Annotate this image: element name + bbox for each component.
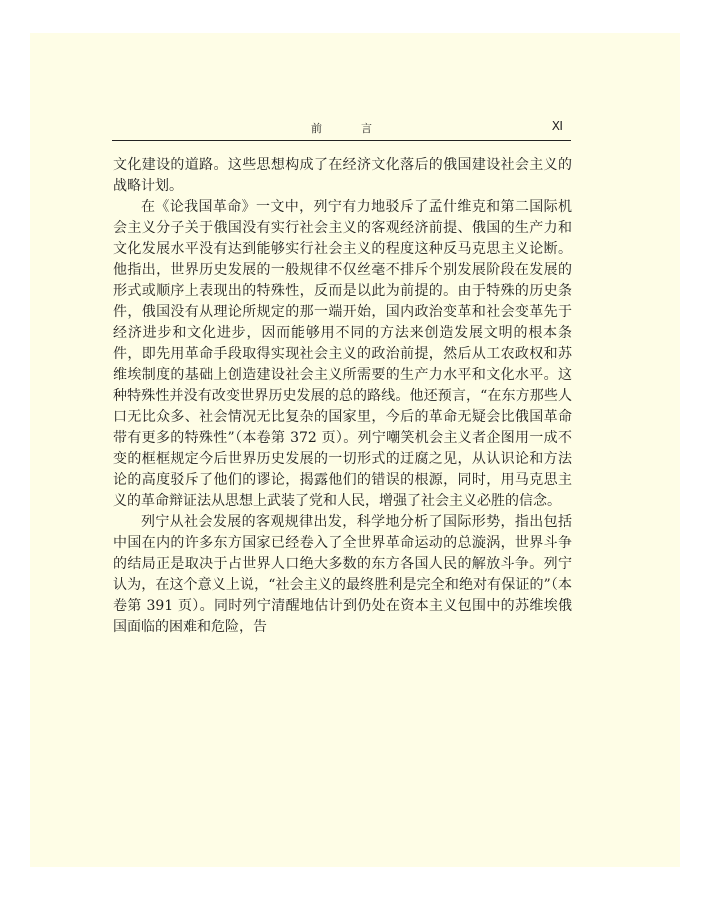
paragraph: 列宁从社会发展的客观规律出发，科学地分析了国际形势，指出包括中国在内的许多东方国家已经卷入了全世界革命运动的总漩涡，世界斗争的结局正是取决于占世界人口绝大多数的东方各国人民的解放斗争。列宁认为，在这个意义上说，“社会主义的最终胜利是完全和绝对有保证的”（本卷第 391 页）。同时列宁清醒地估计到仍处在资本主义包围中的苏维埃俄国面临的困难和危险，告 <box>113 514 572 635</box>
body-text <box>113 155 572 638</box>
running-header <box>112 118 571 141</box>
paragraph: 文化建设的道路。这些思想构成了在经济文化落后的俄国建设社会主义的战略计划。 <box>113 157 572 194</box>
header-title: 前 言 <box>311 122 386 135</box>
page-number: Ⅺ <box>551 119 563 133</box>
paragraph: 在《论我国革命》一文中，列宁有力地驳斥了孟什维克和第二国际机会主义分子关于俄国没有实行社会主义的客观经济前提、俄国的生产力和文化发展水平没有达到能够实行社会主义的程度这种反马克思主义论断。他指出，世界历史发展的一般规律不仅丝毫不排斥个别发展阶段在发展的形式或顺序上表现出的特殊性，反而是以此为前提的。由于特殊的历史条件，俄国没有从理论所规定的那一端开始，国内政治变革和社会变革先于经济进步和文化进步，因而能够用不同的方法来创造发展文明的根本条件，即先用革命手段取得实现社会主义的政治前提，然后从工农政权和苏维埃制度的基础上创造建设社会主义所需要的生产力水平和文化水平。这种特殊性并没有改变世界历史发展的总的路线。他还预言，“在东方那些人口无比众多、社会情况无比复杂的国家里，今后的革命无疑会比俄国革命带有更多的特殊性”（本卷第 372 页）。列宁嘲笑机会主义者企图用一成不变的框框规定今后世界历史发展的一切形式的迂腐之见，从认识论和方法论的高度驳斥了他们的谬论，揭露他们的错误的根源，同时，用马克思主义的革命辩证法从思想上武装了党和人民，增强了社会主义必胜的信念。 <box>113 199 572 509</box>
